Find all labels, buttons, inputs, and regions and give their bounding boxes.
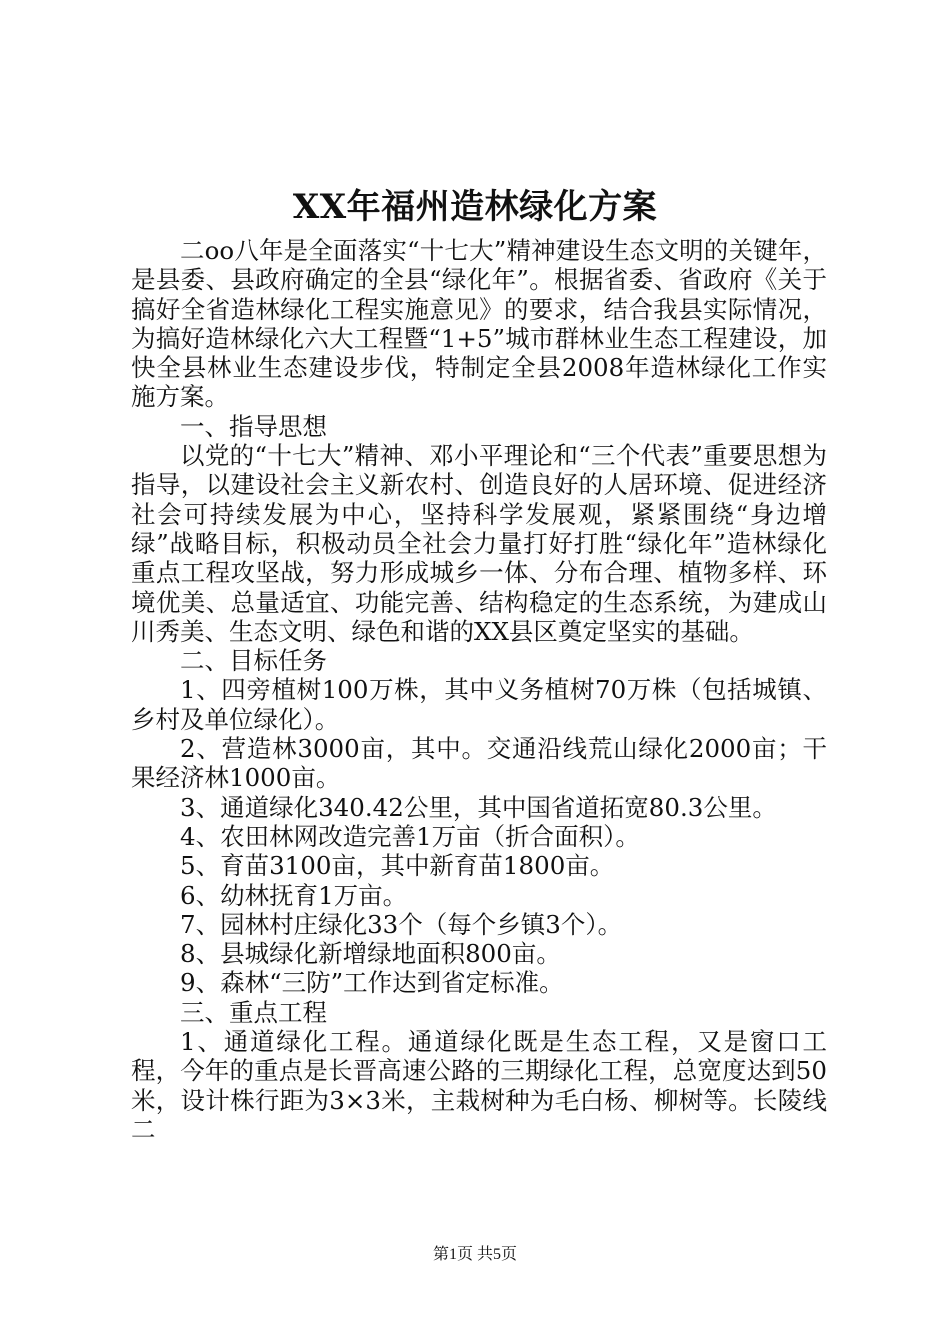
intro-paragraph: 二oo八年是全面落实“十七大”精神建设生态文明的关键年，是县委、县政府确定的全县“绿化年”。根据省委、省政府《关于搞好全省造林绿化工程实施意见》的要求，结合我县实际情况，为搞好造林绿化六大工程暨“1+5”城市群林业生态工程建设，加快全县林业生态建设步伐，特制定全县2008年造林绿化工作实施方案。 bbox=[131, 236, 827, 412]
section-heading-targets: 二、目标任务 bbox=[180, 646, 327, 676]
target-item: 5、育苗3100亩，其中新育苗1800亩。 bbox=[180, 851, 615, 881]
document-body bbox=[131, 236, 827, 1144]
target-item: 7、园林村庄绿化33个（每个乡镇3个）。 bbox=[180, 909, 623, 939]
target-item: 9、森林“三防”工作达到省定标准。 bbox=[180, 968, 564, 998]
section-heading-key-projects: 三、重点工程 bbox=[180, 997, 327, 1027]
section-heading-guiding-ideology: 一、指导思想 bbox=[180, 411, 327, 441]
target-item: 6、幼林抚育1万亩。 bbox=[180, 880, 408, 910]
key-project-paragraph: 1、通道绿化工程。通道绿化既是生态工程，又是窗口工程，今年的重点是长晋高速公路的三期绿化工程，总宽度达到50米，设计株行距为3×3米，主栽树种为毛白杨、柳树等。长陵线二 bbox=[131, 1027, 827, 1144]
target-item: 2、营造林3000亩，其中。交通沿线荒山绿化2000亩；干果经济林1000亩。 bbox=[131, 734, 827, 793]
target-item: 8、县城绿化新增绿地面积800亩。 bbox=[180, 939, 561, 969]
document-title: XX年福州造林绿化方案 bbox=[292, 187, 658, 227]
guiding-ideology-paragraph: 以党的“十七大”精神、邓小平理论和“三个代表”重要思想为指导，以建设社会主义新农村、创造良好的人居环境、促进经济社会可持续发展为中心，坚持科学发展观，紧紧围绕“身边增绿”战略目标，积极动员全社会力量打好打胜“绿化年”造林绿化重点工程攻坚战，努力形成城乡一体、分布合理、植物多样、环境优美、总量适宜、功能完善、结构稳定的生态系统，为建成山川秀美、生态文明、绿色和谐的XX县区奠定坚实的基础。 bbox=[131, 441, 827, 646]
target-item: 3、通道绿化340.42公里，其中国省道拓宽80.3公里。 bbox=[180, 792, 777, 822]
page-footer: 第1页 共5页 bbox=[432, 1246, 517, 1263]
target-item: 4、农田林网改造完善1万亩（折合面积）。 bbox=[180, 821, 640, 851]
target-item: 1、四旁植树100万株，其中义务植树70万株（包括城镇、乡村及单位绿化）。 bbox=[131, 675, 827, 734]
